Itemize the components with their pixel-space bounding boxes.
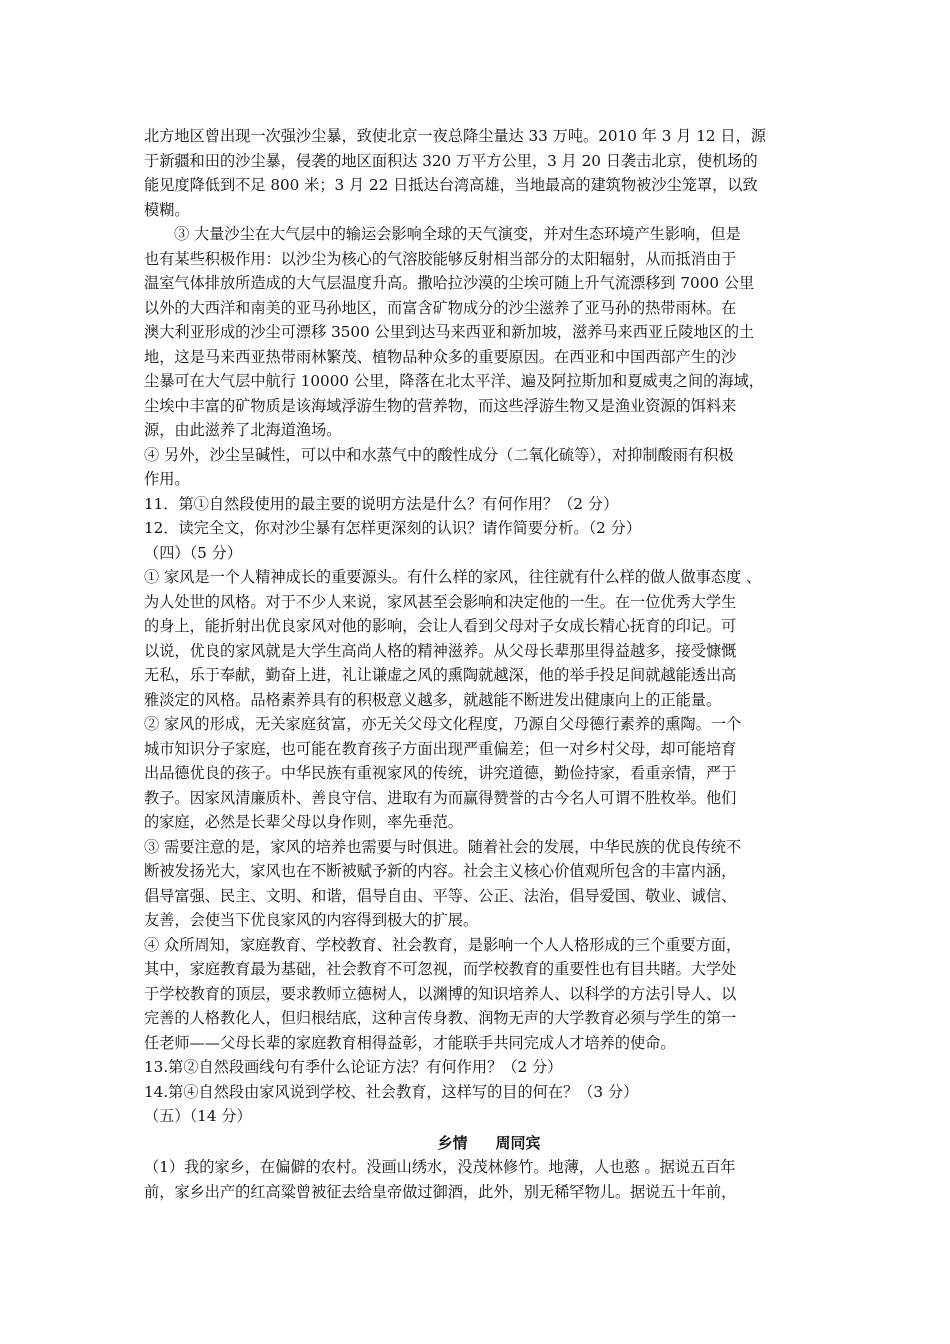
text-line: 城市知识分子家庭，也可能在教育孩子方面出现严重偏差；但一对乡村父母，却可能培育 [144, 739, 737, 758]
text-line: ② 家风的形成，无关家庭贫富，亦无关父母文化程度，乃源自父母德行素养的熏陶。一个 [144, 715, 742, 733]
text-line: 其中，家庭教育最为基础，社会教育不可忽视，而学校教育的重要性也有目共睹。大学处 [144, 960, 737, 978]
text-line: ③ 大量沙尘在大气层中的输运会影响全球的天气演变，并对生态环境产生影响，但是 [174, 225, 741, 243]
text-line: 雅淡定的风格。品格素养具有的积极意义越多，就越能不断进发出健康向上的正能量。 [144, 690, 722, 709]
text-line: 作用。 [144, 470, 190, 488]
text-line: 北方地区曾出现一次强沙尘暴，致使北京一夜总降尘量达 33 万吨。2010 年 3 月 12 日，源 [144, 127, 766, 145]
text-line: 于新疆和田的沙尘暴，侵袭的地区面积达 320 万平方公里，3 月 20 日袭击北京，使机场的 [144, 151, 758, 170]
document-page [144, 124, 834, 1204]
text-line: 13.第②自然段画线句有季什么论证方法？有何作用？（2 分） [144, 1058, 563, 1076]
text-line: ④ 众所周知，家庭教育、学校教育、社会教育，是影响一个人人格形成的三个重要方面， [144, 935, 742, 954]
text-line: 完善的人格教化人，但归根结底，这种言传身教、润物无声的大学教育必须与学生的第一 [144, 1009, 737, 1027]
text-line: （四）（5 分） [144, 543, 243, 562]
text-line: 以外的大西洋和南美的亚马孙地区，而富含矿物成分的沙尘滋养了亚马孙的热带雨林。在 [144, 298, 737, 317]
text-line: 的家庭，必然是长辈父母以身作则，率先垂范。 [144, 813, 463, 831]
text-line: 温室气体排放所造成的大气层温度升高。撒哈拉沙漠的尘埃可随上升气流漂移到 7000 公里 [144, 274, 755, 292]
article-opening [144, 1155, 834, 1204]
title-text: 乡情 [437, 1133, 468, 1152]
text-line: 倡导富强、民主、文明、和谐，倡导自由、平等、公正、法治，倡导爱国、敬业、诚信、 [144, 886, 737, 905]
article-line: 前，家乡出产的红高粱曾被征去给皇帝做过御酒，此外，别无稀罕物儿。据说五十年前， [144, 1182, 737, 1201]
text-line: 友善，会使当下优良家风的内容得到极大的扩展。 [144, 911, 479, 929]
text-line: 任老师——父母长辈的家庭教育相得益彰，才能联手共同完成人才培养的使命。 [144, 1033, 676, 1052]
text-line: 为人处世的风格。对于不少人来说，家风甚至会影响和决定他的一生。在一位优秀大学生 [144, 592, 737, 611]
text-line: 以说，优良的家风就是大学生高尚人格的精神滋养。从父母长辈那里得益越多，接受慷慨 [144, 641, 737, 660]
text-line: 无私，乐于奉献，勤奋上进，礼让谦虚之风的熏陶就越深，他的举手投足间就越能透出高 [144, 666, 737, 684]
text-line: ③ 需要注意的是，家风的培养也需要与时俱进。随着社会的发展，中华民族的优良传统不 [144, 837, 742, 856]
article-title [144, 1131, 834, 1156]
article-line: （1）我的家乡，在偏僻的农村。没画山绣水，没茂林修竹。地薄，人也憨 。据说五百年 [144, 1158, 736, 1176]
text-line: 澳大利亚形成的沙尘可漂移 3500 公里到达马来西亚和新加坡，滋养马来西亚丘陵地区的土 [144, 323, 755, 341]
text-line: 12．读完全文，你对沙尘暴有怎样更深刻的认识？请作简要分析。（2 分） [144, 519, 642, 537]
text-line: 模糊。 [144, 200, 190, 219]
text-line: ① 家风是一个人精神成长的重要源头。有什么样的家风，往往就有什么样的做人做事态度 、 [144, 568, 762, 586]
text-line: 尘埃中丰富的矿物质是该海域浮游生物的营养物，而这些浮游生物又是渔业资源的饵料来 [144, 396, 737, 415]
text-line: 出品德优良的孩子。中华民族有重视家风的传统，讲究道德，勤俭持家，看重亲情，严于 [144, 764, 737, 782]
text-line: 于学校教育的顶层，要求教师立德树人，以渊博的知识培养人、以科学的方法引导人、以 [144, 984, 737, 1003]
text-line: 源，由此滋养了北海道渔场。 [144, 421, 342, 439]
title-author: 周同宾 [495, 1133, 541, 1152]
text-line: 也有某些积极作用：以沙尘为核心的气溶胶能够反射相当部分的太阳辐射，从而抵消由于 [144, 249, 737, 268]
text-line: 14.第④自然段由家风说到学校、社会教育，这样写的目的何在？（3 分） [144, 1082, 639, 1101]
document-body [144, 124, 834, 1129]
text-line: 断被发扬光大，家风也在不断被赋予新的内容。社会主义核心价值观所包含的丰富内涵， [144, 862, 737, 880]
text-line: 能见度降低到不足 800 米；3 月 22 日抵达台湾高雄，当地最高的建筑物被沙尘笼罩，以致 [144, 176, 758, 194]
text-line: 的身上，能折射出优良家风对他的影响，会让人看到父母对子女成长精心抚育的印记。可 [144, 617, 737, 635]
text-line: 尘暴可在大气层中航行 10000 公里，降落在北太平洋、遍及阿拉斯加和夏威夷之间的海域， [144, 372, 764, 390]
text-line: 教子。因家风清廉质朴、善良守信、进取有为而赢得赞誉的古今名人可谓不胜枚举。他们 [144, 788, 737, 807]
text-line: 地，这是马来西亚热带雨林繁茂、植物品种众多的重要原因。在西亚和中国西部产生的沙 [144, 347, 737, 366]
text-line: （五）（14 分） [144, 1107, 252, 1125]
text-line: ④ 另外，沙尘呈碱性，可以中和水蒸气中的酸性成分（二氧化硫等），对抑制酸雨有积极 [144, 445, 734, 464]
text-line: 11．第①自然段使用的最主要的说明方法是什么？有何作用？（2 分） [144, 494, 619, 513]
